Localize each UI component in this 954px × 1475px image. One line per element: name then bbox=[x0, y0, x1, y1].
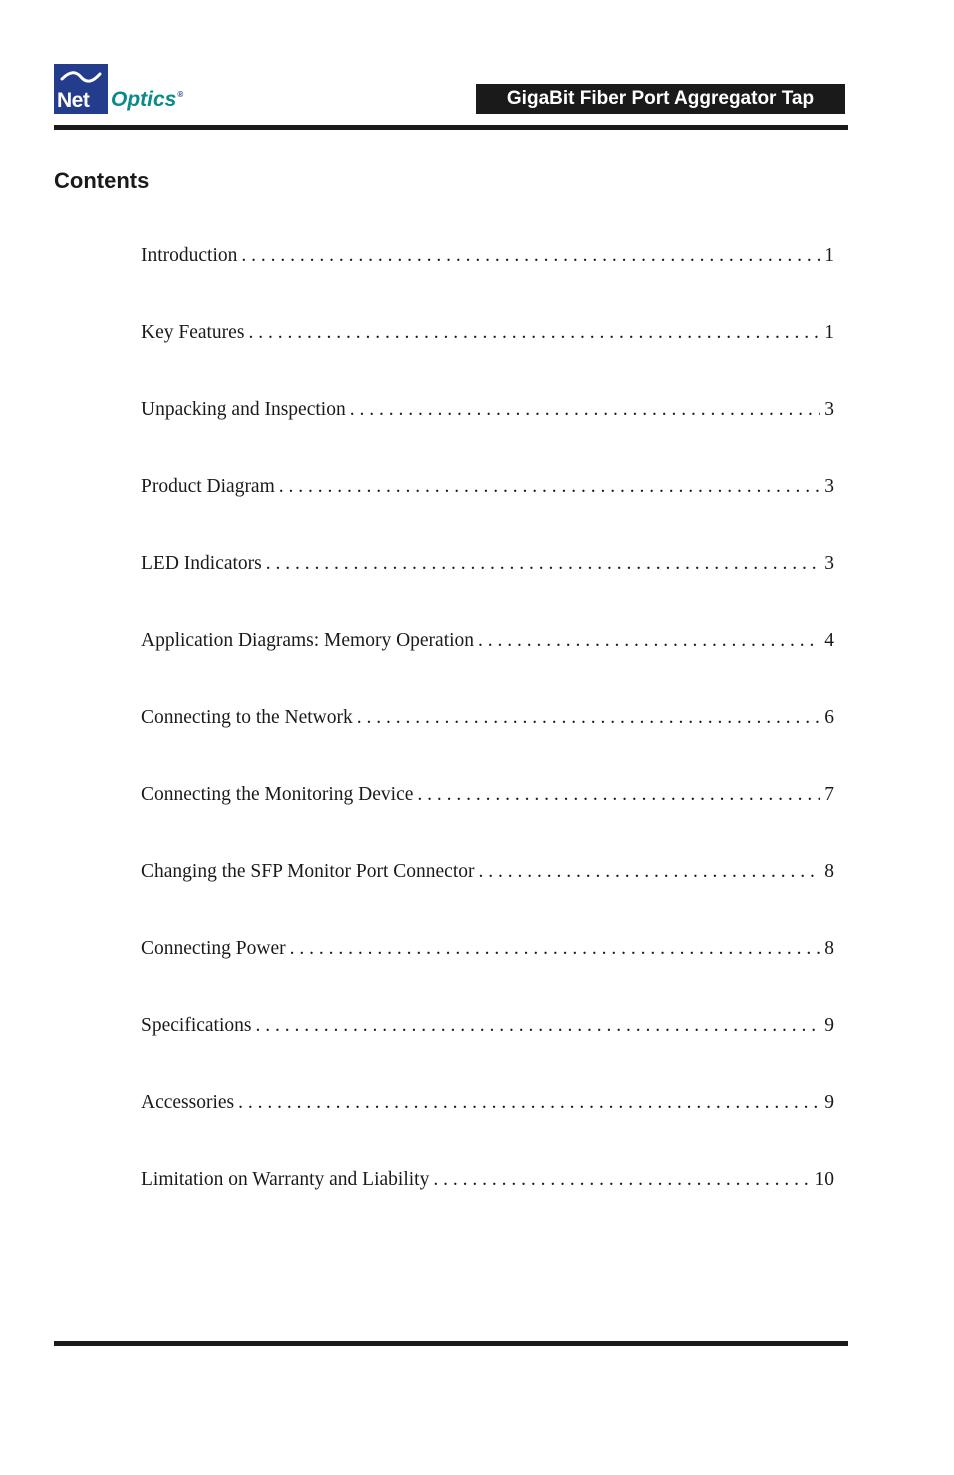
toc-entry[interactable] bbox=[141, 1092, 834, 1169]
toc-entry-label: Product Diagram bbox=[141, 476, 279, 498]
toc-entry-page-number: 3 bbox=[820, 553, 834, 575]
toc-entry[interactable] bbox=[141, 245, 834, 322]
toc-entry-page-number: 6 bbox=[820, 707, 834, 729]
logo-optics-word: Optics bbox=[111, 88, 177, 111]
toc-entry-label: Connecting to the Network bbox=[141, 707, 357, 729]
toc-entry-page-number: 1 bbox=[820, 245, 834, 267]
toc-entry[interactable] bbox=[141, 1015, 834, 1092]
toc-entry[interactable] bbox=[141, 1169, 834, 1246]
toc-entry-label: Connecting Power bbox=[141, 938, 290, 960]
toc-entry[interactable] bbox=[141, 861, 834, 938]
toc-entry[interactable] bbox=[141, 322, 834, 399]
toc-entry-page-number: 9 bbox=[820, 1015, 834, 1037]
toc-entry[interactable] bbox=[141, 553, 834, 630]
toc-entry-page-number: 1 bbox=[820, 322, 834, 344]
toc-entry-page-number: 10 bbox=[811, 1169, 835, 1191]
toc-dot-leader bbox=[241, 245, 820, 267]
toc-dot-leader bbox=[248, 322, 820, 344]
toc-dot-leader bbox=[417, 784, 820, 806]
toc-entry[interactable] bbox=[141, 784, 834, 861]
toc-dot-leader bbox=[350, 399, 821, 421]
toc-entry[interactable] bbox=[141, 476, 834, 553]
toc-entry-page-number: 8 bbox=[820, 861, 834, 883]
toc-entry[interactable] bbox=[141, 938, 834, 1015]
header-rule bbox=[54, 125, 848, 130]
toc-entry-label: Limitation on Warranty and Liability bbox=[141, 1169, 433, 1191]
wave-icon bbox=[60, 69, 102, 85]
toc-entry-label: Application Diagrams: Memory Operation bbox=[141, 630, 478, 652]
toc-entry[interactable] bbox=[141, 399, 834, 476]
toc-entry-label: LED Indicators bbox=[141, 553, 266, 575]
toc-entry-label: Introduction bbox=[141, 245, 241, 267]
toc-entry-page-number: 7 bbox=[820, 784, 834, 806]
toc-entry-label: Accessories bbox=[141, 1092, 238, 1114]
toc-dot-leader bbox=[238, 1092, 820, 1114]
toc-dot-leader bbox=[433, 1169, 810, 1191]
table-of-contents bbox=[141, 245, 834, 1246]
logo-mark bbox=[54, 64, 108, 114]
contents-heading: Contents bbox=[54, 168, 150, 193]
toc-dot-leader bbox=[266, 553, 820, 575]
logo-net-text: Net bbox=[57, 89, 90, 112]
toc-entry-label: Connecting the Monitoring Device bbox=[141, 784, 417, 806]
toc-entry[interactable] bbox=[141, 707, 834, 784]
toc-entry-label: Specifications bbox=[141, 1015, 255, 1037]
toc-dot-leader bbox=[478, 630, 820, 652]
toc-dot-leader bbox=[357, 707, 821, 729]
toc-entry-page-number: 3 bbox=[820, 476, 834, 498]
toc-entry-page-number: 8 bbox=[820, 938, 834, 960]
toc-entry-label: Changing the SFP Monitor Port Connector bbox=[141, 861, 479, 883]
toc-entry-page-number: 3 bbox=[820, 399, 834, 421]
toc-dot-leader bbox=[279, 476, 820, 498]
toc-dot-leader bbox=[290, 938, 821, 960]
toc-dot-leader bbox=[479, 861, 821, 883]
footer-rule bbox=[54, 1341, 848, 1346]
toc-entry-page-number: 4 bbox=[820, 630, 834, 652]
logo-optics-text bbox=[111, 88, 183, 112]
registered-mark: ® bbox=[177, 90, 184, 99]
toc-entry-label: Unpacking and Inspection bbox=[141, 399, 350, 421]
toc-entry[interactable] bbox=[141, 630, 834, 707]
toc-entry-page-number: 9 bbox=[820, 1092, 834, 1114]
toc-entry-label: Key Features bbox=[141, 322, 248, 344]
document-title: GigaBit Fiber Port Aggregator Tap bbox=[476, 84, 845, 114]
toc-dot-leader bbox=[255, 1015, 820, 1037]
